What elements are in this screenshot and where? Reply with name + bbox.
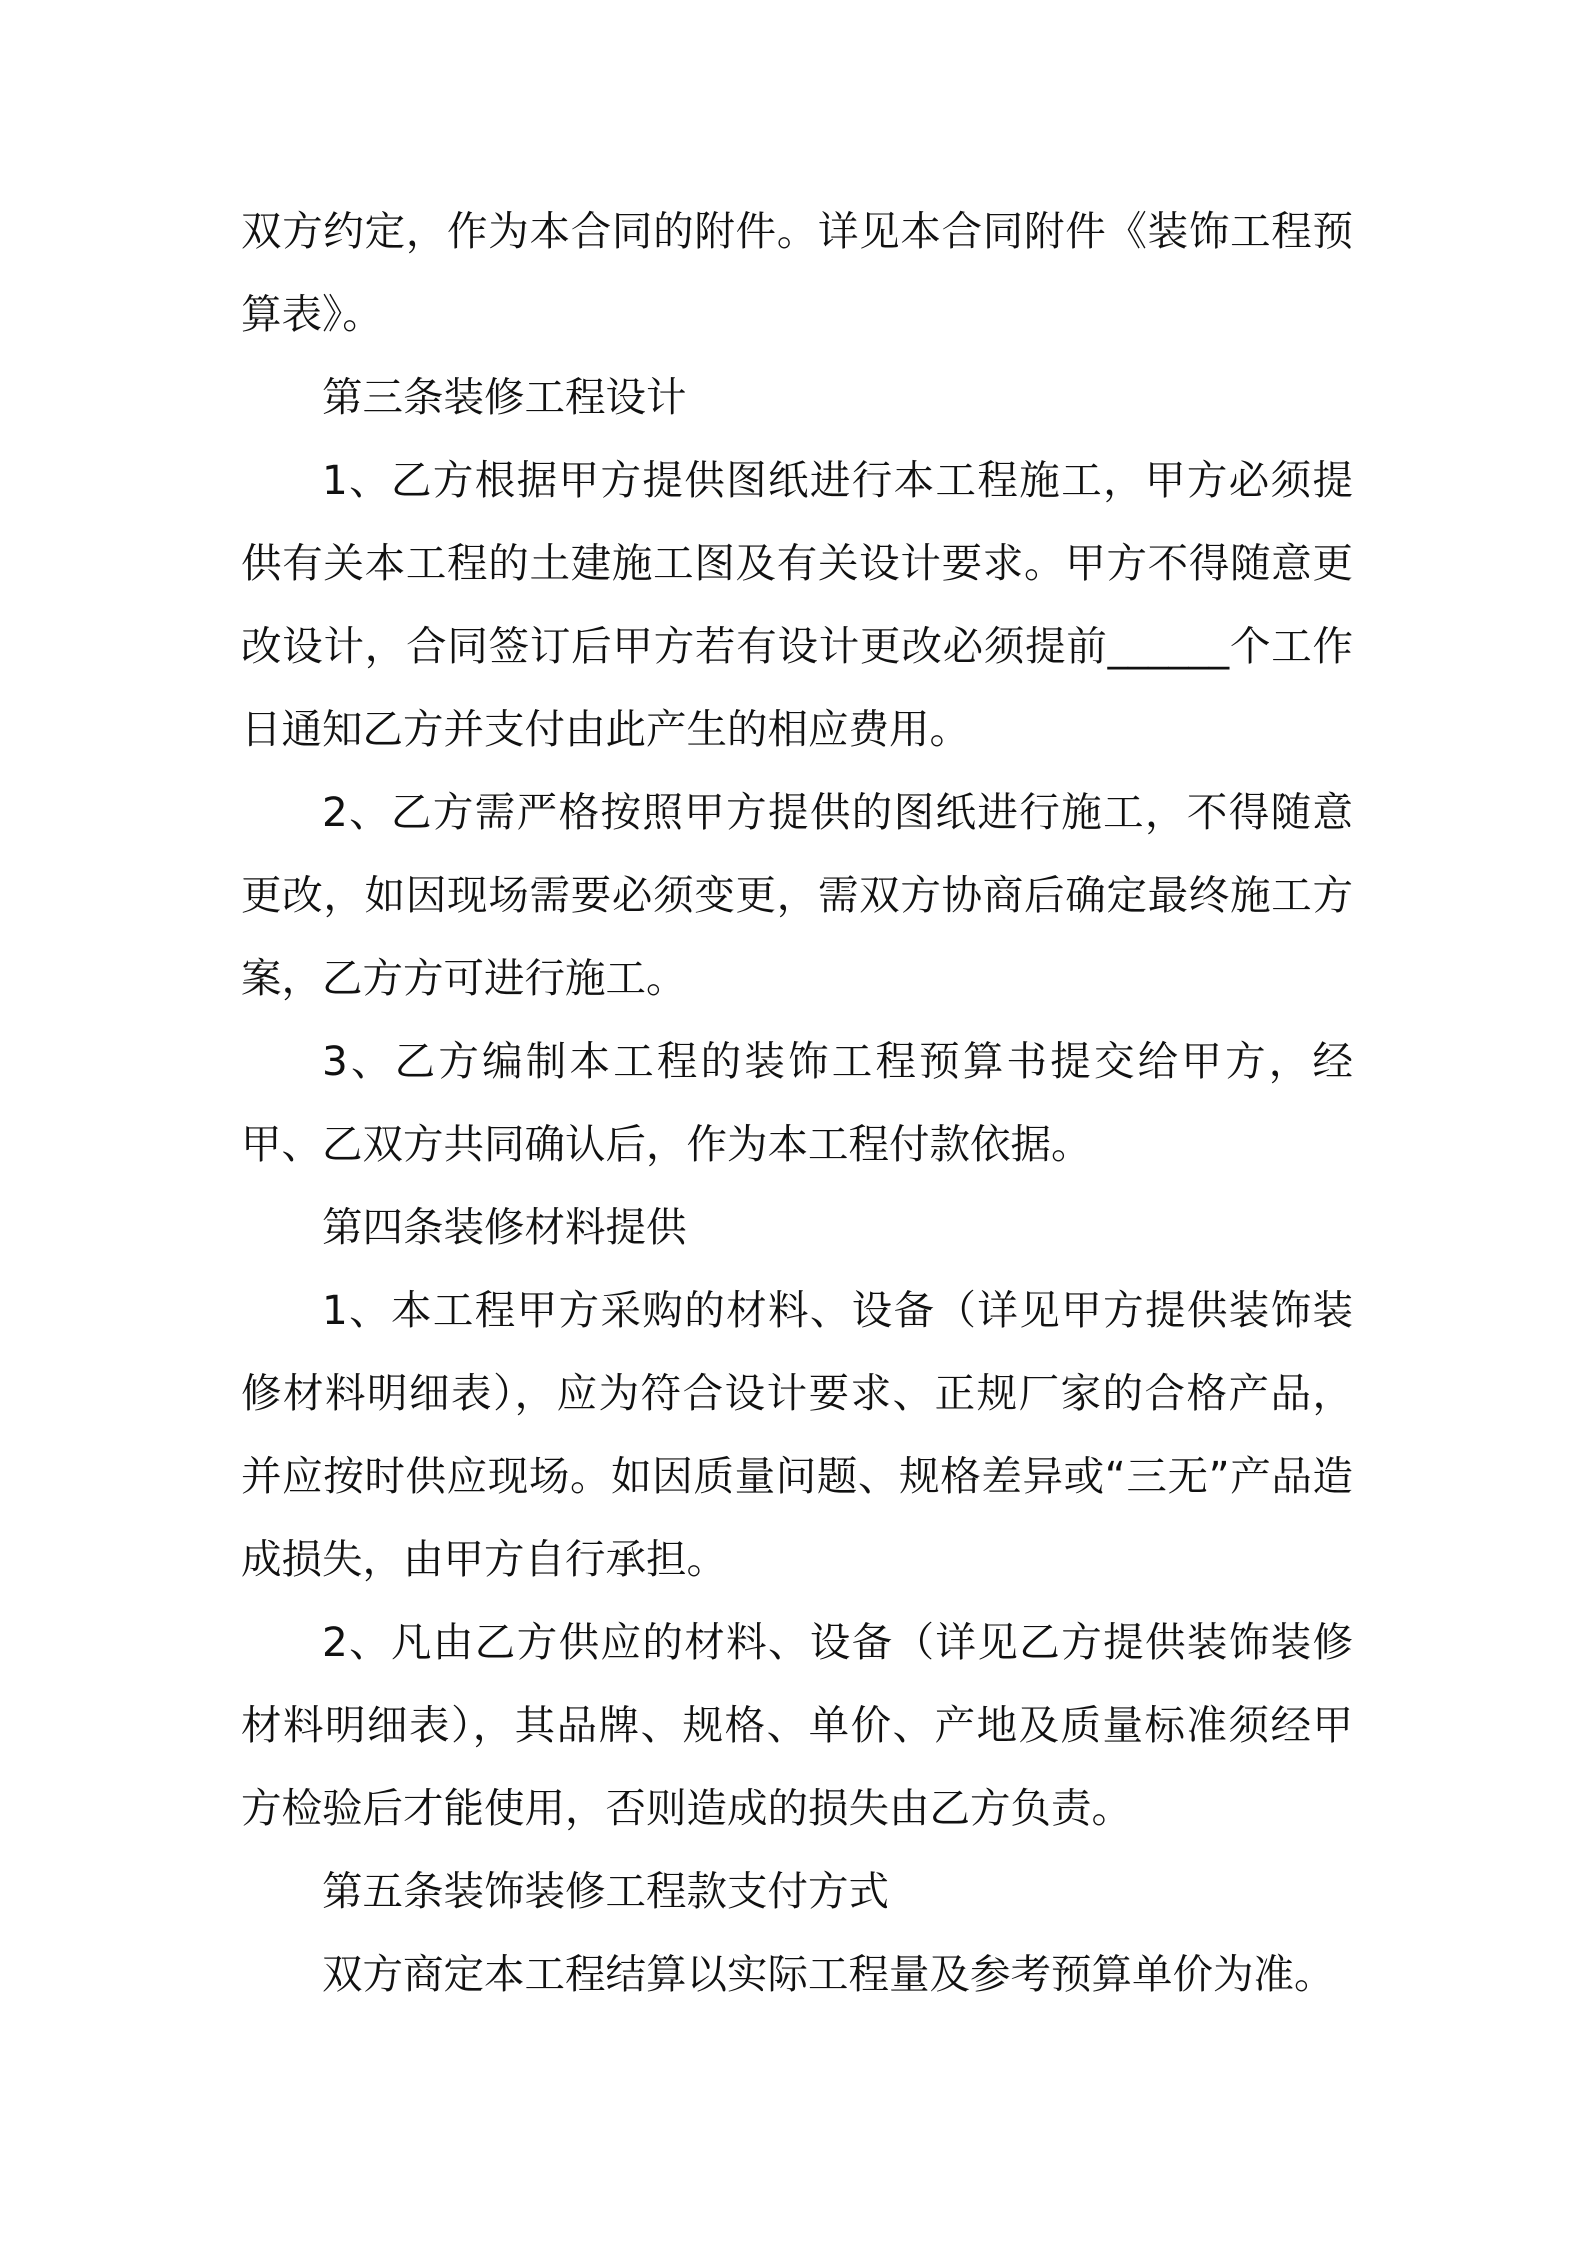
paragraph-article-4-item-2: 2、凡由乙方供应的材料、设备（详见乙方提供装饰装修材料明细表），其品牌、规格、单价、产地及质量标准须经甲方检验后才能使用，否则造成的损失由乙方负责。: [241, 1618, 1353, 1832]
paragraph-article-3-item-2: 2、乙方需严格按照甲方提供的图纸进行施工，不得随意更改，如因现场需要必须变更，需双方协商后确定最终施工方案，乙方方可进行施工。: [241, 788, 1353, 1002]
section-heading-article-5: 第五条装饰装修工程款支付方式: [322, 1867, 889, 1915]
section-heading-article-3: 第三条装修工程设计: [322, 373, 687, 421]
paragraph-article-3-item-1: 1、乙方根据甲方提供图纸进行本工程施工，甲方必须提供有关本工程的土建施工图及有关设计要求。甲方不得随意更改设计，合同签订后甲方若有设计更改必须提前______个工作日通知乙方并支付由此产生的相应费用。: [241, 456, 1353, 753]
paragraph-article-4-item-1: 1、本工程甲方采购的材料、设备（详见甲方提供装饰装修材料明细表），应为符合设计要求、正规厂家的合格产品，并应按时供应现场。如因质量问题、规格差异或“三无”产品造成损失，由甲方自行承担。: [241, 1286, 1353, 1583]
paragraph-article-3-item-3: 3、乙方编制本工程的装饰工程预算书提交给甲方，经甲、乙双方共同确认后，作为本工程付款依据。: [241, 1037, 1353, 1168]
paragraph-article-5-settlement: 双方商定本工程结算以实际工程量及参考预算单价为准。: [322, 1950, 1335, 1998]
section-heading-article-4: 第四条装修材料提供: [322, 1203, 687, 1251]
document-body: [241, 190, 1353, 2016]
paragraph-attachment-note: 双方约定，作为本合同的附件。详见本合同附件《装饰工程预算表》。: [241, 207, 1353, 338]
